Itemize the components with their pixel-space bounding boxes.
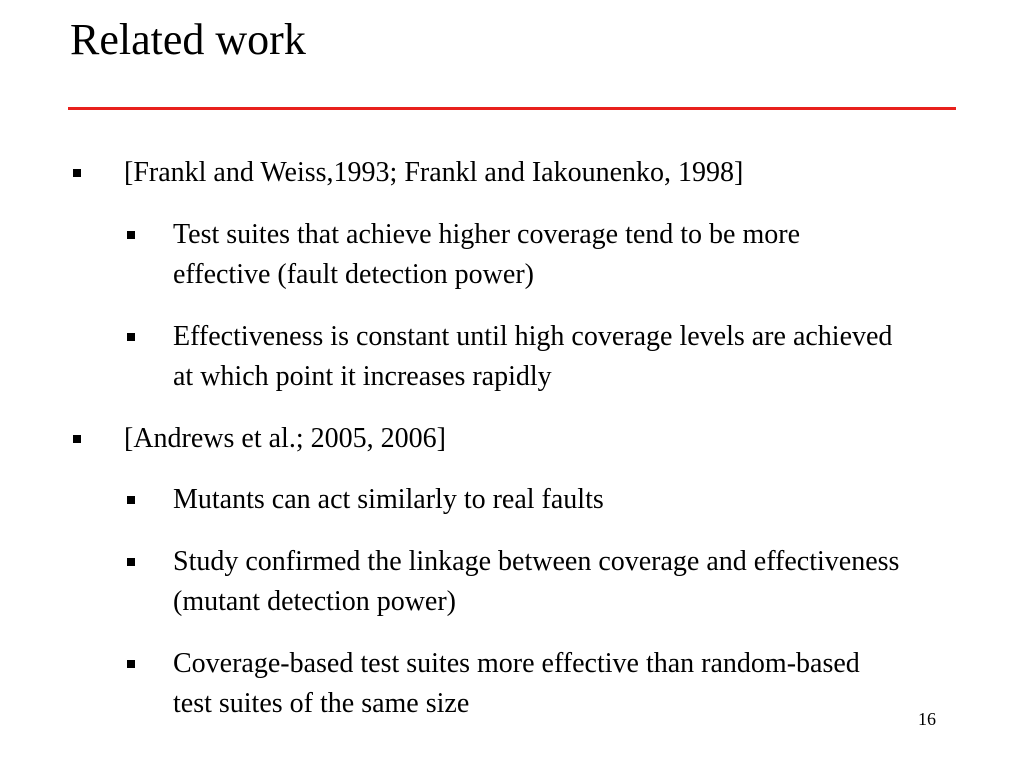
square-bullet-icon: [73, 169, 81, 177]
list-item: [173, 317, 903, 397]
slide-title: Related work: [70, 15, 306, 64]
list-item-text: Mutants can act similarly to real faults: [173, 484, 604, 515]
list-item-text: Effectiveness is constant until high coverage levels are achieved at which point it increases rapidly: [173, 321, 893, 392]
list-item: [173, 644, 903, 724]
square-bullet-icon: [127, 660, 135, 668]
square-bullet-icon: [127, 496, 135, 504]
square-bullet-icon: [127, 558, 135, 566]
title-divider: [68, 107, 956, 110]
list-item: [124, 419, 904, 459]
list-item: [173, 215, 903, 295]
square-bullet-icon: [127, 231, 135, 239]
list-item-text: [Andrews et al.; 2005, 2006]: [124, 423, 446, 454]
list-item: [173, 480, 903, 520]
page-number: 16: [918, 709, 936, 729]
list-item: [124, 153, 904, 193]
square-bullet-icon: [127, 333, 135, 341]
list-item-text: Test suites that achieve higher coverage tend to be more effective (fault detection power): [173, 219, 801, 290]
square-bullet-icon: [73, 435, 81, 443]
list-item: [173, 542, 903, 622]
list-item-text: Study confirmed the linkage between coverage and effectiveness (mutant detection power): [173, 546, 900, 617]
list-item-text: Coverage-based test suites more effective than random-based test suites of the same size: [173, 648, 860, 719]
list-item-text: [Frankl and Weiss,1993; Frankl and Iakounenko, 1998]: [124, 157, 744, 188]
